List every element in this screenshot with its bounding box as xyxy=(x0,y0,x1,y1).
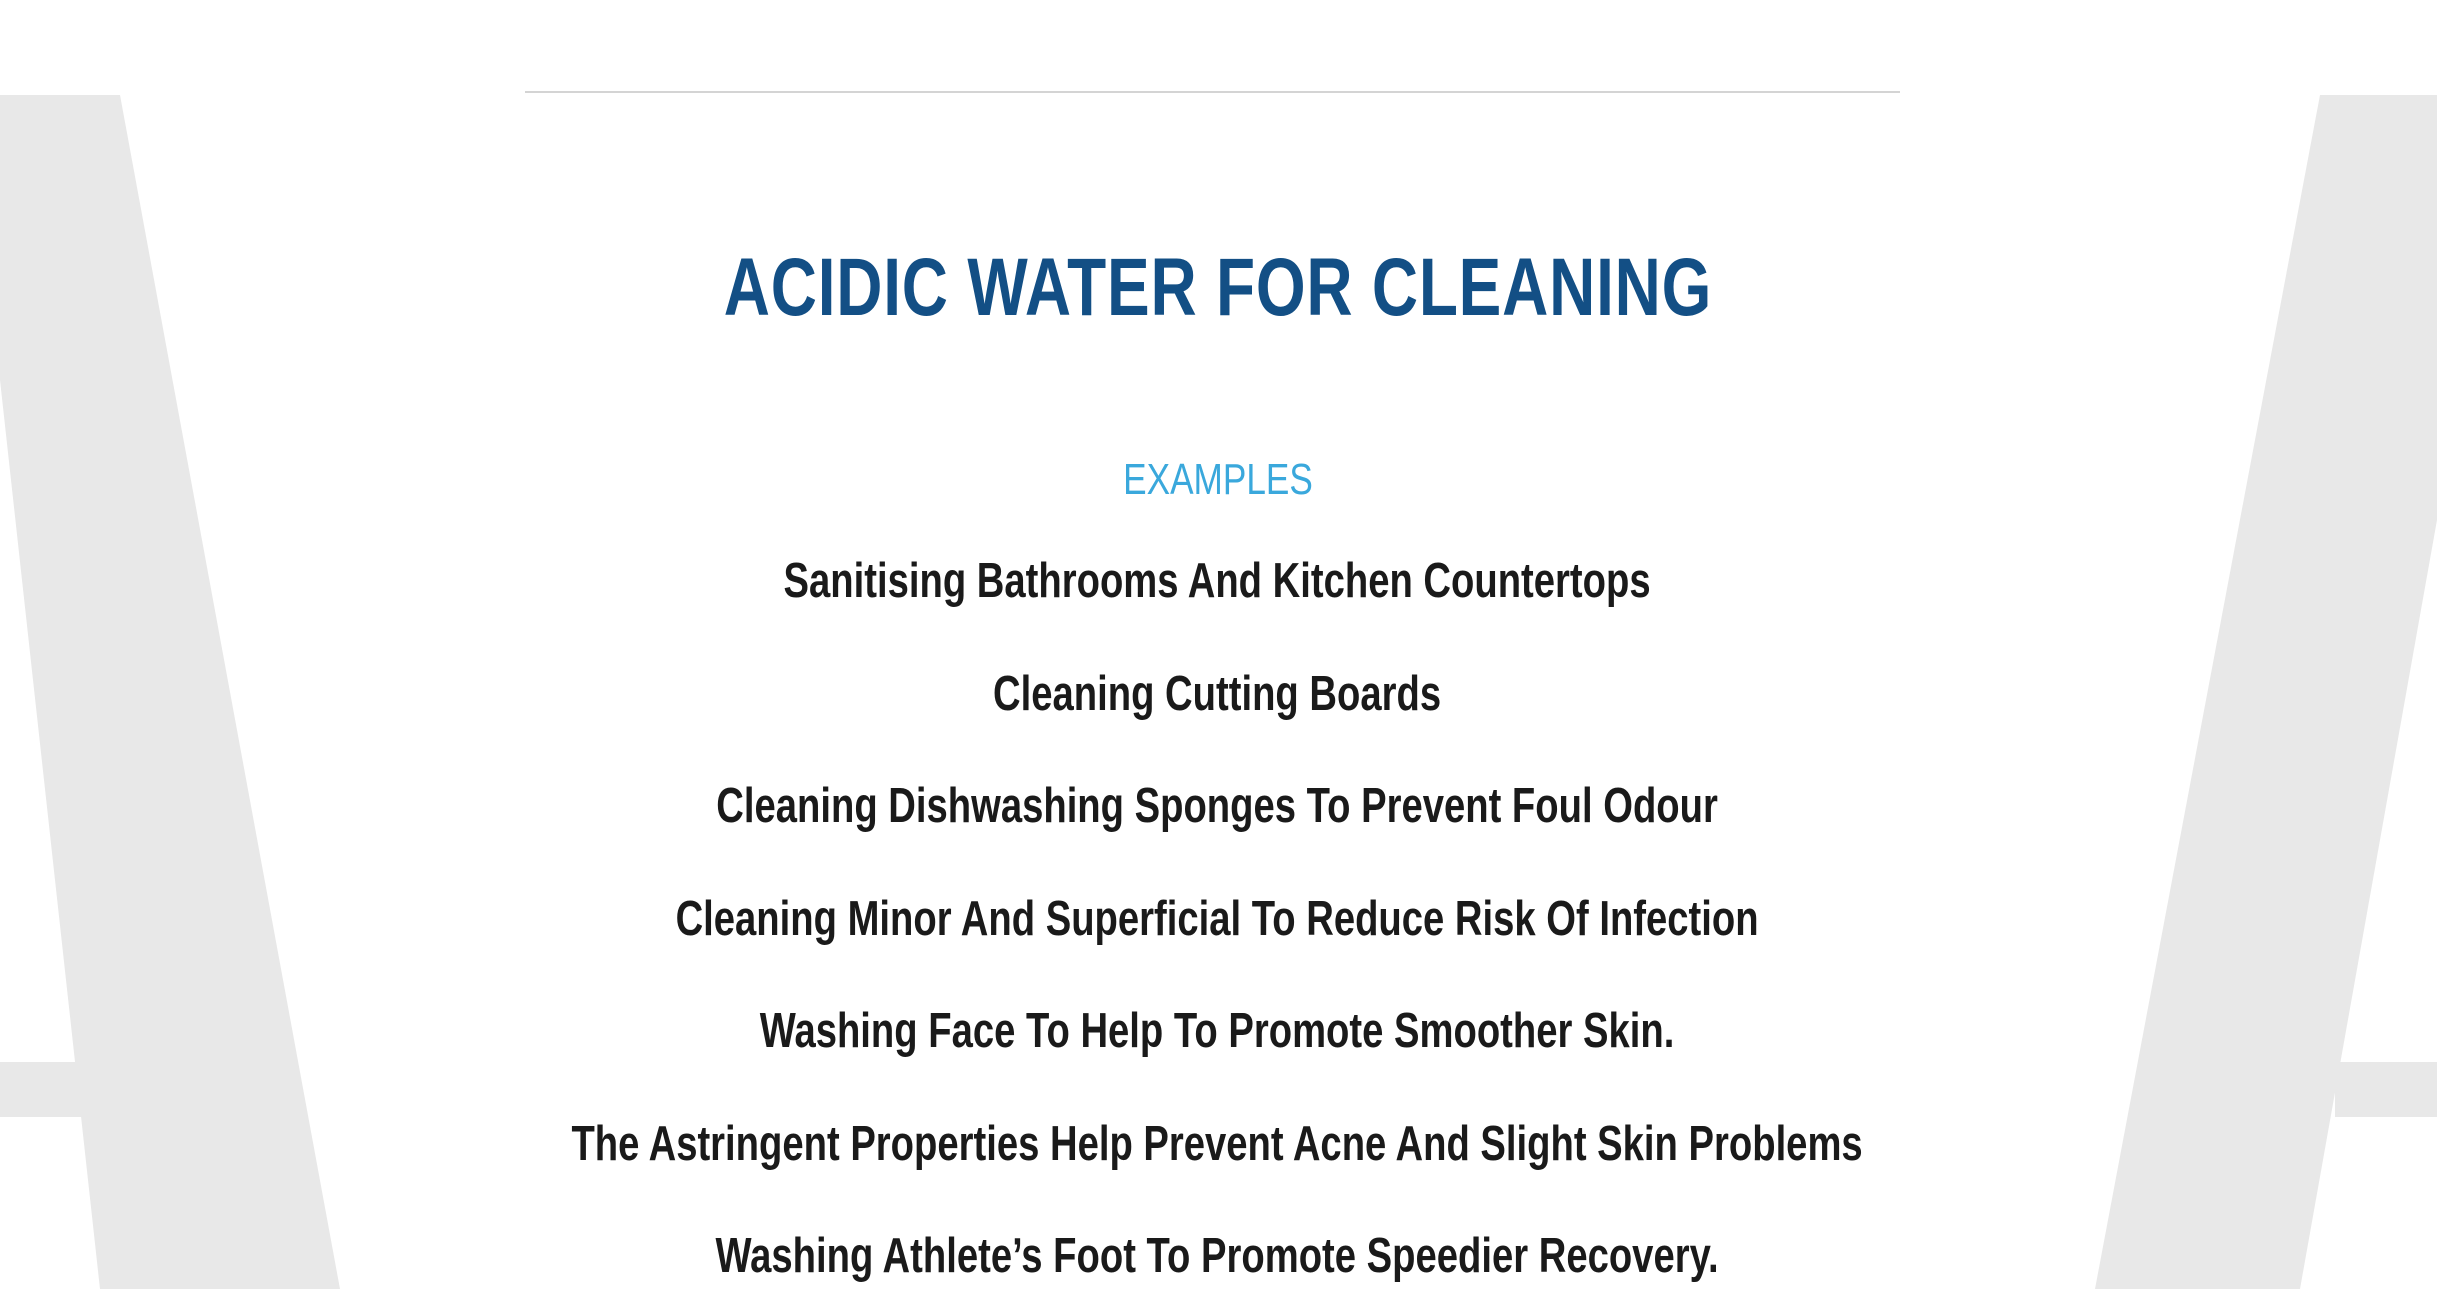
section-title: ACIDIC WATER FOR CLEANING xyxy=(723,242,1713,333)
list-item: Washing Athlete’s Foot To Promote Speedier Recovery. xyxy=(715,1229,1719,1283)
list-item: The Astringent Properties Help Prevent Acne And Slight Skin Problems xyxy=(571,1116,1863,1171)
list-item: Cleaning Cutting Boards xyxy=(993,666,1442,721)
list-item: Cleaning Dishwashing Sponges To Prevent Foul Odour xyxy=(716,779,1718,833)
top-divider xyxy=(525,91,1900,93)
examples-list xyxy=(0,546,2437,1289)
examples-label: EXAMPLES xyxy=(1123,455,1313,504)
list-item: Cleaning Minor And Superficial To Reduce Risk Of Infection xyxy=(675,891,1759,946)
list-item: Sanitising Bathrooms And Kitchen Countertops xyxy=(783,554,1651,608)
list-item: Washing Face To Help To Promote Smoother Skin. xyxy=(759,1004,1675,1058)
